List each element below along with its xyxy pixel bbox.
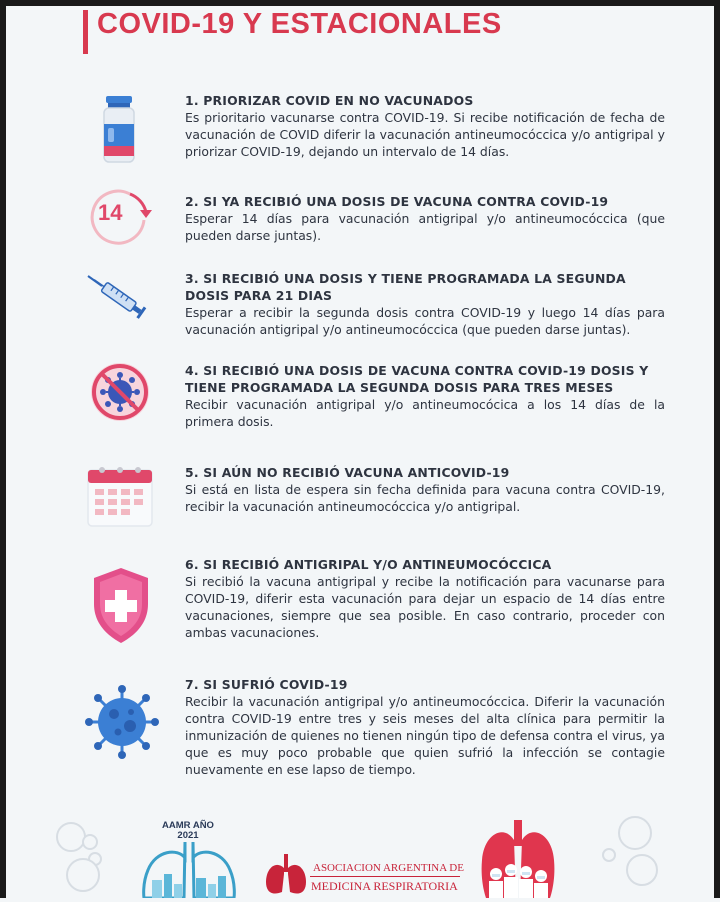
no-virus-icon	[88, 360, 152, 428]
assoc-name-line2: MEDICINA RESPIRATORIA	[311, 879, 458, 893]
frame-top-border	[0, 0, 720, 6]
item-7-body: Recibir la vacunación antigripal y/o antineumocóccica. Diferir la vacunación contra COVID-19 entre tres y seis meses del alta clínica para permitir la inmunización de quienes no tienen ningún tipo de defensa contra el virus, ya que es muy poco probable que quien sufrió la infección se contagie nuevamente en ese lapso de tiempo.	[185, 694, 665, 777]
health-shield-icon	[90, 566, 152, 650]
item-4-body: Recibir vacunación antigripal y/o antineumocócica a los 14 días de la primera dosis.	[185, 397, 665, 429]
countdown-number: 14	[98, 200, 123, 225]
item-3-body: Esperar a recibir la segunda dosis contra COVID-19 y luego 14 días para vacunación antigripal y/o antineumocóccica (que pueden darse juntas).	[185, 305, 665, 337]
aamr-lungs-logo-icon	[138, 840, 240, 902]
item-7-heading: 7. SI SUFRIÓ COVID-19	[185, 677, 348, 692]
page-title: COVID-19 Y ESTACIONALES	[97, 8, 502, 40]
item-5-body: Si está en lista de espera sin fecha definida para vacuna contra COVID-19, recibir la vacunación antineumocóccica y/o antigripal.	[185, 482, 665, 514]
decor-bubble	[618, 816, 652, 850]
doctors-lungs-logo-icon	[480, 820, 556, 902]
vaccine-vial-icon	[98, 94, 140, 170]
aamr-year-line1: AAMR AÑO	[162, 820, 214, 831]
item-2-body: Esperar 14 días para vacunación antigripal y/o antineumocóccica (que pueden darse juntas).	[185, 211, 665, 243]
decor-bubble	[602, 848, 616, 862]
item-1-heading: 1. PRIORIZAR COVID EN NO VACUNADOS	[185, 93, 474, 108]
aamr-year-label	[157, 821, 219, 841]
item-2-heading: 2. SI YA RECIBIÓ UNA DOSIS DE VACUNA CONTRA COVID-19	[185, 194, 609, 209]
decor-bubble	[626, 854, 658, 886]
frame-right-border	[714, 0, 720, 898]
title-accent-bar	[83, 10, 88, 54]
assoc-lungs-logo-icon	[264, 852, 308, 900]
syringe-icon	[84, 270, 160, 334]
decor-bubble	[82, 834, 98, 850]
aamr-year-line2: 2021	[177, 830, 199, 841]
footer	[0, 800, 720, 898]
item-1-body: Es prioritario vacunarse contra COVID-19. Si recibe notificación de fecha de vacunación de COVID diferir la vacunación antineumocóccica y/o antigripal y priorizar COVID-19, dejando un intervalo de 14 días.	[185, 110, 665, 159]
assoc-divider	[310, 876, 460, 877]
item-4-heading: 4. SI RECIBIÓ UNA DOSIS DE VACUNA CONTRA COVID-19 DOSIS Y TIENE PROGRAMADA LA SEGUNDA DOSIS PARA TRES MESES	[185, 363, 649, 395]
frame-left-border	[0, 0, 6, 898]
calendar-icon	[86, 464, 154, 532]
item-6-heading: 6. SI RECIBIÓ ANTIGRIPAL Y/O ANTINEUMOCÓCCICA	[185, 557, 552, 572]
countdown-14-icon	[82, 186, 158, 246]
decor-bubble	[56, 822, 86, 852]
decor-bubble	[66, 858, 100, 892]
item-3-heading: 3. SI RECIBIÓ UNA DOSIS Y TIENE PROGRAMADA LA SEGUNDA DOSIS PARA 21 DIAS	[185, 271, 626, 303]
item-6-body: Si recibió la vacuna antigripal y recibe la notificación para vacunarse para COVID-19, diferir esta vacunación para dejar un espacio de 14 días entre vacunaciones, siempre que sea posible. En caso contrario, proceder con ambas vacunaciones.	[185, 574, 665, 640]
assoc-name-line1: ASOCIACION ARGENTINA DE	[313, 862, 464, 874]
virus-icon	[84, 684, 160, 764]
item-5-heading: 5. SI AÚN NO RECIBIÓ VACUNA ANTICOVID-19	[185, 465, 510, 480]
